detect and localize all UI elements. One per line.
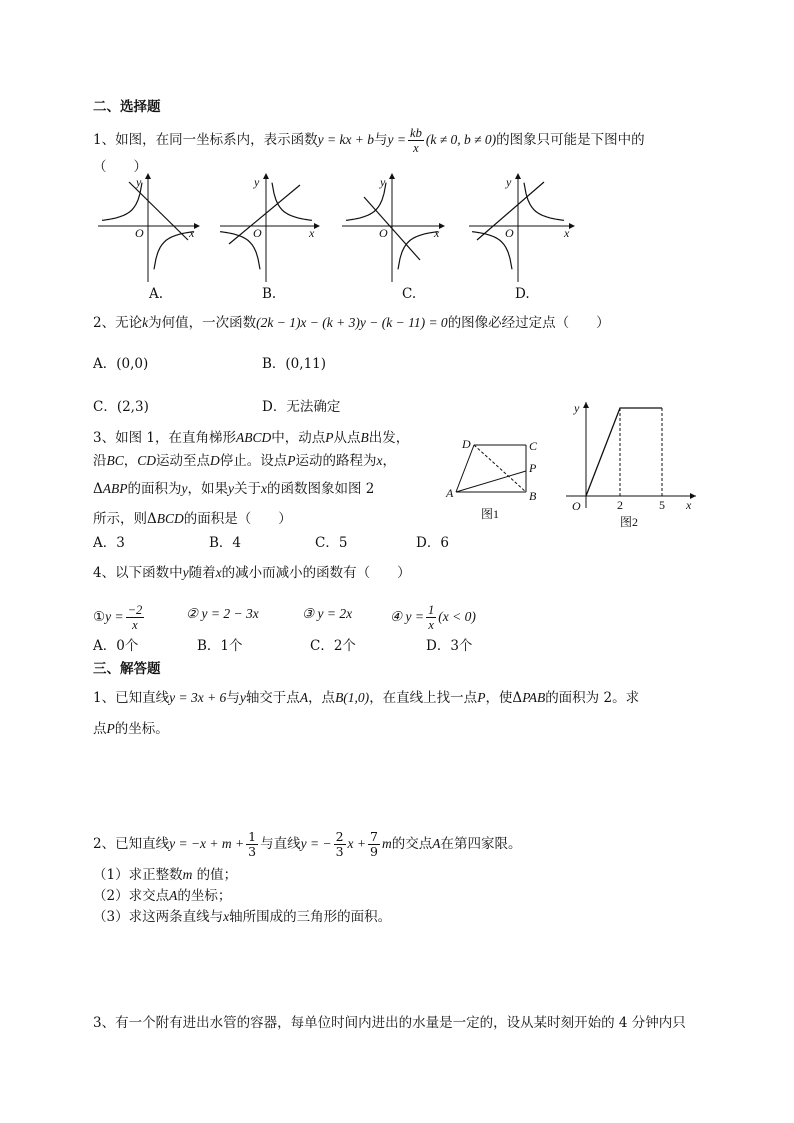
- fig2-origin-label: O: [572, 499, 581, 513]
- graph-c-y-label: y: [380, 175, 386, 189]
- question-4-option-a: A．0个: [93, 638, 139, 654]
- question-4-option-b: B．1个: [197, 638, 243, 654]
- option-b-label: B.: [262, 286, 277, 302]
- graph-d-y-arrow: [515, 173, 521, 179]
- problem-1-line-2: 点P的坐标。: [93, 721, 169, 737]
- graph-a-x-arrow: [194, 223, 200, 229]
- graph-c-hyperbola-q4: [398, 232, 438, 270]
- question-1-answer-paren: （ ）: [93, 159, 147, 175]
- figure-2-graph: [566, 396, 706, 536]
- question-4-function-2: ② y = 2 − 3x: [186, 606, 259, 621]
- graph-a-y-label: y: [136, 175, 142, 189]
- fig2-tick-2: 2: [617, 498, 623, 512]
- question-4-function-4: ④ y = $\frac{1}{x}$ (x < 0): [390, 603, 476, 632]
- question-3-line-1: 3、如图 1，在直角梯形ABCD中，动点P从点B出发，: [93, 430, 410, 446]
- question-4-option-c: C．2个: [310, 638, 356, 654]
- graph-b-hyperbola-q1: [272, 183, 312, 221]
- option-a-label: A.: [149, 286, 164, 302]
- graph-d-x-arrow: [569, 223, 575, 229]
- fig2-tick-5: 5: [659, 498, 665, 512]
- fig2-y-label: y: [574, 401, 580, 415]
- problem-2-part-3: （3）求这两条直线与x轴所围成的三角形的面积。: [93, 909, 392, 925]
- option-d-label: D.: [515, 286, 530, 302]
- graph-c-x-label: x: [434, 226, 440, 240]
- graph-a-hyperbola-q4: [154, 232, 194, 270]
- figure-1-caption: 图1: [481, 507, 500, 521]
- question-2-option-a: A．(0,0): [93, 356, 149, 372]
- graph-d-y-label: y: [506, 175, 512, 189]
- question-2-option-d: D．无法确定: [262, 399, 341, 415]
- section-title-choice: 二、选择题: [93, 99, 161, 115]
- graph-d-hyperbola-q1: [524, 183, 564, 221]
- graph-c-y-arrow: [389, 173, 395, 179]
- section-title-answer: 三、解答题: [93, 661, 161, 677]
- question-2-option-b: B．(0,11): [262, 356, 327, 372]
- figure-1-trapezoid: [448, 432, 548, 522]
- point-p-label: P: [529, 461, 537, 475]
- question-3-option-b: B．4: [209, 535, 242, 551]
- graph-a-y-arrow: [145, 173, 151, 179]
- graph-b-y-arrow: [263, 173, 269, 179]
- question-3-line-3: ΔABP的面积为y，如果y关于x的函数图象如图 2: [93, 481, 375, 497]
- question-4-function-3: ③ y = 2x: [302, 606, 353, 621]
- option-c-label: C.: [402, 286, 417, 302]
- question-4-option-d: D．3个: [426, 638, 473, 654]
- question-4-function-1: ①y = $\frac{-2}{x}$: [93, 603, 143, 632]
- question-3-option-a: A．3: [93, 535, 125, 551]
- problem-2-part-1: （1）求正整数m 的值；: [93, 867, 238, 883]
- graph-b-origin-label: O: [253, 226, 262, 240]
- problem-1-line-1: 1、已知直线y = 3x + 6与y轴交于点A，点B(1,0)，在直线上找一点P，使ΔPAB的面积为 2。求: [93, 690, 640, 706]
- question-3-option-d: D．6: [416, 535, 449, 551]
- graph-c-x-arrow: [439, 223, 445, 229]
- graph-a-origin-label: O: [135, 226, 144, 240]
- graph-c-origin-label: O: [379, 226, 388, 240]
- graph-d-x-label: x: [564, 226, 570, 240]
- question-3-line-2: 沿BC，CD运动至点D停止。设点P运动的路程为x，: [93, 453, 397, 469]
- point-b-label: B: [529, 489, 537, 503]
- problem-2-part-2: （2）求交点A的坐标；: [93, 888, 232, 904]
- graph-a-x-label: x: [189, 226, 195, 240]
- question-2-option-c: C．(2,3): [93, 399, 149, 415]
- question-3-option-c: C．5: [315, 535, 348, 551]
- point-d-label: D: [462, 437, 471, 451]
- figure-2-caption: 图2: [620, 515, 639, 529]
- question-2-stem: 2、无论k为何值，一次函数(2k − 1)x − (k + 3)y − (k − 11) = 0的图像必经过定点（ ）: [93, 315, 610, 331]
- graph-b-y-label: y: [254, 175, 260, 189]
- graph-b-x-label: x: [309, 226, 315, 240]
- fig2-x-label: x: [686, 498, 692, 512]
- point-c-label: C: [529, 439, 538, 453]
- question-4-stem: 4、以下函数中y随着x的减小而减小的函数有（ ）: [93, 565, 411, 581]
- point-a-label: A: [446, 486, 454, 500]
- problem-3-line-1: 3、有一个附有进出水管的容器，每单位时间内进出的水量是一定的，设从某时刻开始的 4 分钟内只: [93, 1015, 686, 1031]
- problem-2-stem: 2、已知直线y = −x + m + $\frac{1}{3}$ 与直线y = − $\frac{2}{3}$ x + $\frac{7}{9}$ m的交点A在第四家限。: [93, 829, 522, 859]
- question-1-graphs: [0, 0, 794, 300]
- graph-b-x-arrow: [314, 223, 320, 229]
- graph-d-origin-label: O: [505, 226, 514, 240]
- question-3-line-4: 所示，则ΔBCD的面积是（ ）: [93, 511, 292, 527]
- question-1-stem: 1、如图，在同一坐标系内，表示函数y = kx + b与y = $\frac{kb}{x}$ (k ≠ 0, b ≠ 0)的图象只可能是下图中的: [93, 126, 645, 155]
